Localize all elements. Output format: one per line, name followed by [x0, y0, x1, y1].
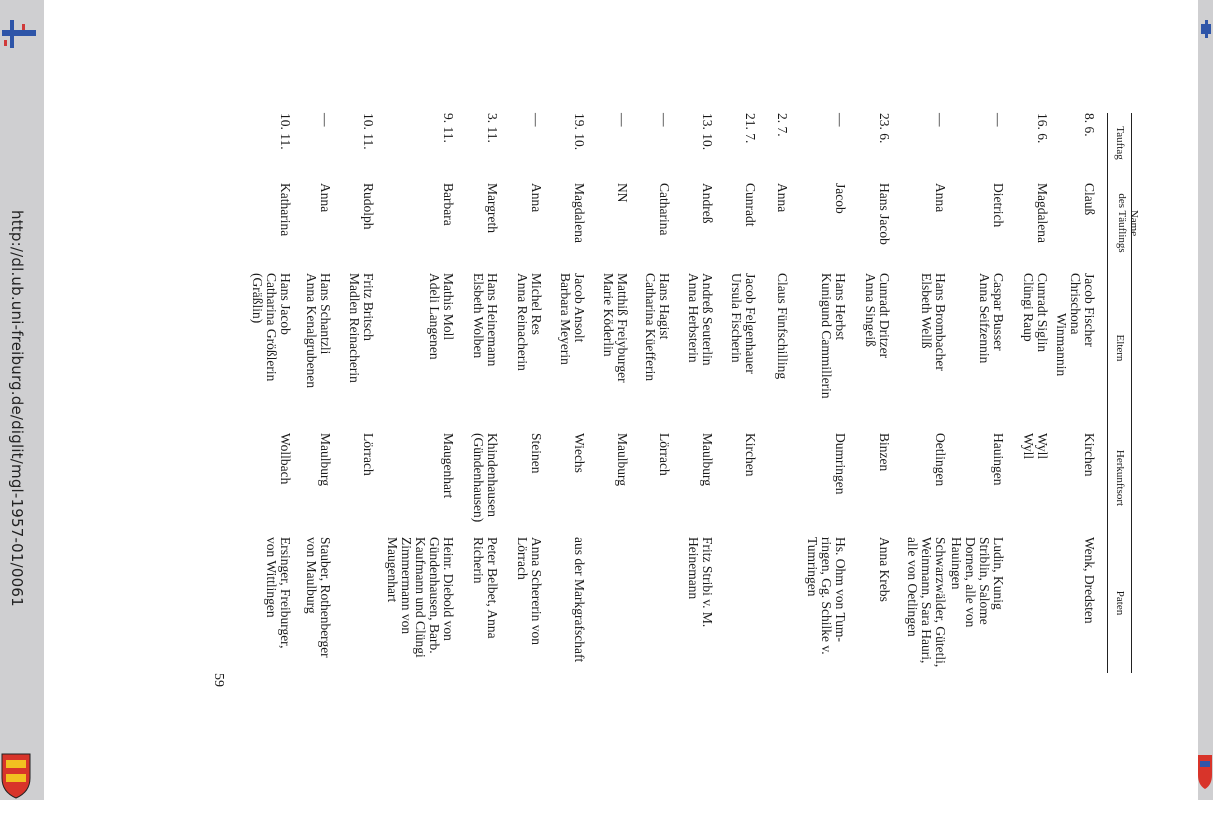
- baptism-date: —: [318, 113, 333, 127]
- rotated-page-content: [211, 113, 1140, 687]
- baptism-date: —: [933, 113, 948, 127]
- parents-line: Anna Singeiß: [863, 273, 878, 347]
- origin-line: Hauingen: [991, 433, 1006, 486]
- origin-line: Oetlingen: [933, 433, 948, 487]
- parents: [471, 273, 499, 366]
- godparents-line: Schwarzwälder, Gütetli,: [933, 537, 948, 668]
- baptism-date: 10. 11.: [361, 113, 376, 150]
- parents-line: Anna Seifzennin: [977, 273, 992, 364]
- parents-line: Hans Brombacher: [933, 273, 948, 371]
- godparents-line: Ersinger, Freiburger,: [278, 537, 293, 649]
- right-sidebar: [1198, 0, 1213, 800]
- parents-line: Elsbeth Wellß: [919, 273, 934, 349]
- origin: [933, 433, 947, 486]
- godparents-line: Hs. Ohm von Tum-: [833, 537, 848, 643]
- godparents-line: Heinr. Diebold von: [441, 537, 456, 641]
- parents: [250, 273, 292, 381]
- parents-line: Hans Heinemann: [485, 273, 500, 367]
- godparents-line: Lörrach: [515, 537, 530, 580]
- parents: [427, 273, 455, 360]
- library-logo-icon: [2, 18, 36, 50]
- origin-line: Wyll: [1021, 433, 1036, 460]
- baptism-date: 21. 7.: [743, 113, 758, 144]
- origin: [1021, 433, 1049, 459]
- child-name: Anna: [318, 183, 333, 213]
- origin: [700, 433, 714, 486]
- godparents-line: Wenk, Dredsten: [1082, 537, 1097, 624]
- parents-line: Matthiß Freiyburger: [615, 273, 630, 383]
- parents: [919, 273, 947, 371]
- parents-line: Anna Kenalgrubenen: [304, 273, 319, 389]
- godparents-line: Tumringen: [805, 537, 820, 597]
- origin-line: Kirchen: [1082, 433, 1097, 477]
- godparents: [264, 537, 292, 649]
- godparents: [385, 537, 455, 658]
- parents-line: Jacob Ansolt: [572, 273, 587, 343]
- origin-line: Wiechs: [572, 433, 587, 473]
- parents-line: Cunradt Dritzer: [877, 273, 892, 359]
- parents-line: Kunigund Cammillerin: [819, 273, 834, 399]
- origin: [572, 433, 586, 473]
- origin-line: Wyll: [1035, 433, 1050, 460]
- child-name: Hans Jacob: [877, 183, 892, 245]
- baptism-date: 23. 6.: [877, 113, 892, 144]
- parents-line: Hans Hagist: [657, 273, 672, 340]
- child-name: Rudolph: [361, 183, 376, 230]
- parents-line: Ursula Fischerin: [729, 273, 744, 363]
- parents: [558, 273, 586, 365]
- child-name: Andreß: [700, 183, 715, 224]
- godparents-line: Heinemann: [686, 537, 701, 600]
- child-name: Catharina: [657, 183, 672, 236]
- parents-line: Marie Köderlin: [601, 273, 616, 357]
- godparents-line: Kaufmann und Clüngi: [413, 537, 428, 658]
- godparents: [949, 537, 1005, 627]
- baptism-date: 13. 10.: [700, 113, 715, 151]
- parents: [1021, 273, 1049, 352]
- child-name: Anna: [775, 183, 790, 213]
- child-name: Margreth: [485, 183, 500, 233]
- godparents: [805, 537, 847, 655]
- godparents-line: aus der Markgrafschaft: [572, 537, 587, 663]
- godparents-line: Anna Krebs: [877, 537, 892, 602]
- child-name: Barbara: [441, 183, 456, 226]
- child-name: Magdalena: [1035, 183, 1050, 243]
- child-name: Anna: [933, 183, 948, 213]
- origin: [991, 433, 1005, 485]
- godparents: [1082, 537, 1096, 624]
- godparents-line: Striblin, Salome: [977, 537, 992, 625]
- parents-line: Fritz Britsch: [361, 273, 376, 341]
- origin: [657, 433, 671, 476]
- origin-line: Steinen: [529, 433, 544, 474]
- child-name: Katharina: [278, 183, 293, 237]
- parents: [304, 273, 332, 388]
- parents-line: Anna Reinacherin: [515, 273, 530, 371]
- document-url[interactable]: http://dl.ub.uni-freiburg.de/diglit/mgl-1957-01/0061: [8, 210, 26, 607]
- origin-line: (Gündenhausen): [471, 433, 486, 523]
- origin-line: Maulburg: [700, 433, 715, 486]
- baptism-date: —: [615, 113, 630, 127]
- godparents-line: Gündenhausen, Barb.: [427, 537, 442, 654]
- origin-line: Binzen: [877, 433, 892, 472]
- parents: [863, 273, 891, 358]
- godparents: [515, 537, 543, 645]
- header-parents: Eltern: [1114, 334, 1126, 362]
- parents: [729, 273, 757, 374]
- parents: [775, 273, 789, 379]
- origin-line: Maulburg: [318, 433, 333, 486]
- coat-of-arms-icon: [0, 752, 40, 800]
- origin-line: Wollbach: [278, 433, 293, 485]
- godparents-line: Anna Schererin von: [529, 537, 544, 645]
- origin: [318, 433, 332, 486]
- baptism-date: 10. 11.: [278, 113, 293, 150]
- origin: [529, 433, 543, 474]
- origin: [471, 433, 499, 522]
- baptism-date: —: [529, 113, 544, 127]
- parents-line: Andreß Seuterlin: [700, 273, 715, 366]
- parents-line: Anna Herbsterin: [686, 273, 701, 363]
- header-origin: Herkunftsort: [1114, 449, 1126, 507]
- parents: [1054, 273, 1096, 376]
- godparents-line: Stauber, Rothenberger: [318, 537, 333, 658]
- baptism-date: 3. 11.: [485, 113, 500, 143]
- parents-line: Adeli Langenen: [427, 273, 442, 360]
- godparents-line: ringen, Gg. Schilke v.: [819, 537, 834, 655]
- parents: [686, 273, 714, 366]
- baptism-date: —: [833, 113, 848, 127]
- godparents-line: Maugenhart: [385, 537, 400, 603]
- godparents: [471, 537, 499, 639]
- godparents-line: Zimmermann von: [399, 537, 414, 635]
- parents: [601, 273, 629, 383]
- baptism-date: 19. 10.: [572, 113, 587, 151]
- godparents-line: Fritz Stribi v. M.: [700, 537, 715, 628]
- child-name: Jacob: [833, 183, 848, 214]
- parents-line: Jacob Fischer: [1082, 273, 1097, 347]
- godparents-line: Dornen, alle von: [963, 537, 978, 628]
- library-logo-icon-right: [1199, 20, 1213, 40]
- header-name: Name des Täuflings: [1116, 193, 1140, 253]
- parents-line: Winmannin: [1054, 313, 1069, 377]
- parents-line: Chrischona: [1068, 273, 1083, 335]
- origin: [743, 433, 757, 476]
- origin-line: Maulburg: [615, 433, 630, 486]
- parents-line: Michel Res: [529, 273, 544, 335]
- parents-line: Catharina Größlerin: [264, 273, 279, 382]
- left-sidebar: [0, 0, 44, 800]
- godparents-line: Peter Belbet, Anna: [485, 537, 500, 639]
- child-name: Magdalena: [572, 183, 587, 243]
- baptism-date: —: [991, 113, 1006, 127]
- table-header-rule: [1107, 113, 1108, 673]
- godparents: [304, 537, 332, 658]
- origin: [833, 433, 847, 495]
- parents-line: Mathis Moll: [441, 273, 456, 341]
- parents-line: Cunradt Siglin: [1035, 273, 1050, 353]
- origin: [615, 433, 629, 486]
- parents: [347, 273, 375, 383]
- header-godparents: Paten: [1114, 590, 1126, 616]
- godparents-line: von Maulburg: [304, 537, 319, 614]
- origin: [278, 433, 292, 484]
- parents: [819, 273, 847, 399]
- origin: [441, 433, 455, 498]
- parents-line: Barbara Meyerin: [558, 273, 573, 365]
- origin: [361, 433, 375, 476]
- parents-line: Catharina Küefferin: [643, 273, 658, 382]
- baptism-date: 2. 7.: [775, 113, 790, 137]
- parents-line: Madlen Reinacherin: [347, 273, 362, 383]
- parents-line: (Gräßlin): [250, 273, 265, 324]
- godparents: [572, 537, 586, 662]
- godparents-line: von Wittlingen: [264, 537, 279, 618]
- godparents: [686, 537, 714, 627]
- godparents-line: Richerin: [471, 537, 486, 584]
- baptism-date: 16. 6.: [1035, 113, 1050, 144]
- godparents: [905, 537, 947, 667]
- origin-line: Lörrach: [361, 433, 376, 476]
- parents-line: Hans Jacob: [278, 273, 293, 335]
- origin-line: Maugenhart: [441, 433, 456, 499]
- origin-line: Dumringen: [833, 433, 848, 495]
- origin: [877, 433, 891, 471]
- baptism-date: 9. 11.: [441, 113, 456, 143]
- godparents-line: Ludin, Kunig: [991, 537, 1006, 610]
- parents: [643, 273, 671, 381]
- godparents-line: Hauingen: [949, 537, 964, 590]
- parents-line: Elsbeth Wolben: [471, 273, 486, 359]
- coat-of-arms-icon-right: [1198, 755, 1213, 790]
- origin-line: Khindenhausen: [485, 433, 500, 517]
- parents-line: Claus Fünfschilling: [775, 273, 790, 380]
- child-name: NN: [615, 183, 630, 203]
- page-number: 59: [211, 673, 226, 687]
- child-name: Cunradt: [743, 183, 758, 227]
- parents-line: Jacob Felgenhauer: [743, 273, 758, 374]
- document-page: [44, 0, 1198, 800]
- origin-line: Kirchen: [743, 433, 758, 477]
- godparents-line: alle von Oetlingen: [905, 537, 920, 637]
- child-name: Clauß: [1082, 183, 1097, 216]
- godparents: [877, 537, 891, 602]
- parents: [515, 273, 543, 371]
- baptism-date: —: [657, 113, 672, 127]
- header-date: Tauftag: [1114, 126, 1126, 160]
- parents-line: Hans Herbst: [833, 273, 848, 341]
- godparents-line: Weinmann, Sara Hauri,: [919, 537, 934, 664]
- child-name: Anna: [529, 183, 544, 213]
- parents-line: Hans Schantzli: [318, 273, 333, 355]
- baptism-date: 8. 6.: [1082, 113, 1097, 137]
- parents-line: Caspar Busser: [991, 273, 1006, 351]
- origin: [1082, 433, 1096, 476]
- child-name: Dietrich: [991, 183, 1006, 228]
- parents: [977, 273, 1005, 363]
- parents-line: Clüngi Raup: [1021, 273, 1036, 342]
- origin-line: Lörrach: [657, 433, 672, 476]
